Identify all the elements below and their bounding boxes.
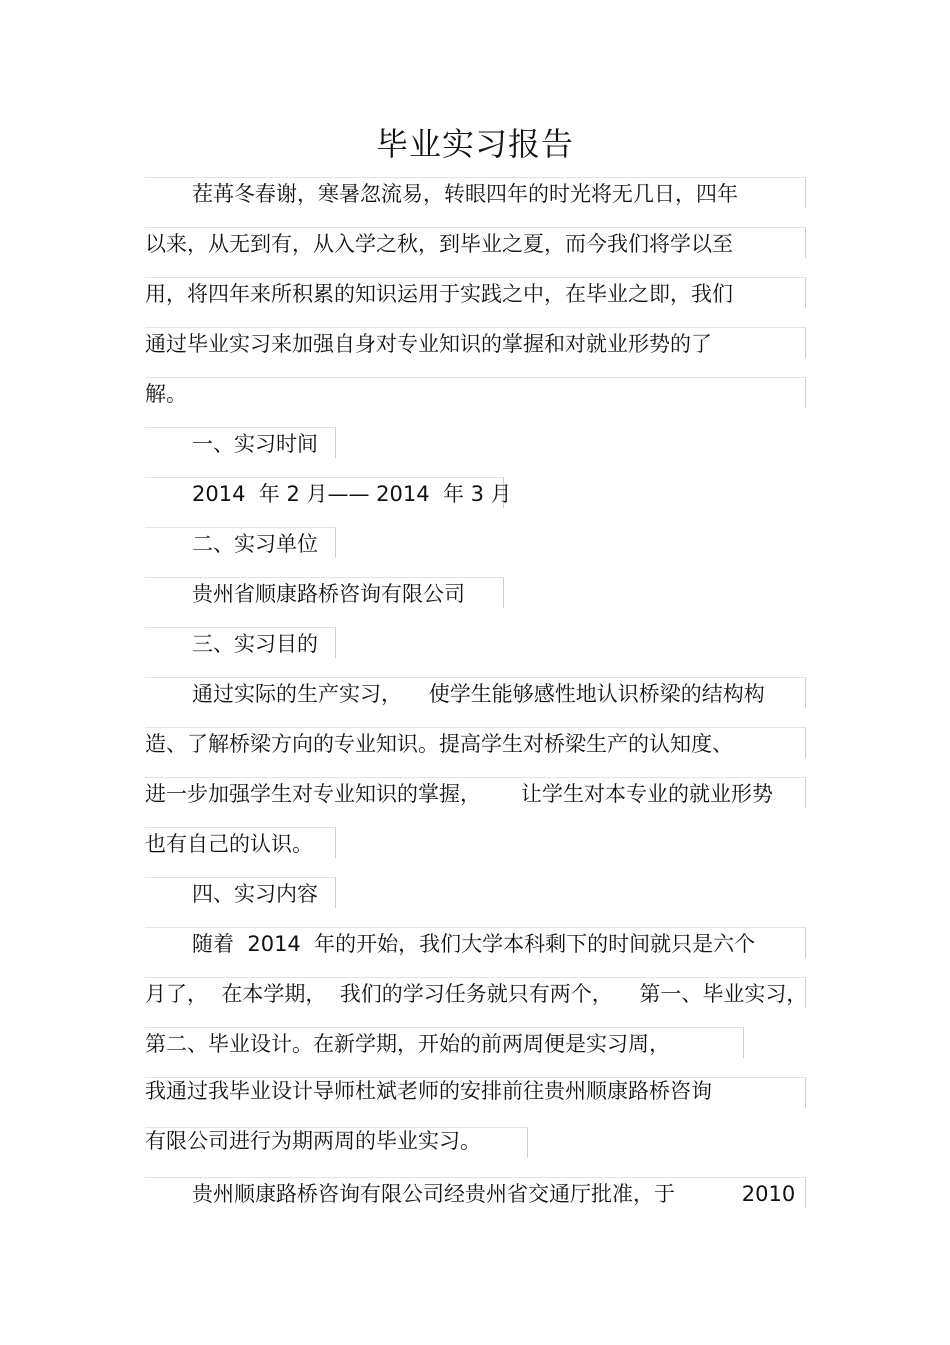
paragraph-line: 月了， 在本学期， 我们的学习任务就只有两个， 第一、毕业实习， — [145, 982, 808, 1006]
paragraph-line: 有限公司进行为期两周的毕业实习。 — [145, 1129, 481, 1153]
paragraph-line: 造、了解桥梁方向的专业知识。提高学生对桥梁生产的认知度、 — [145, 732, 733, 756]
paragraph-line: 用，将四年来所积累的知识运用于实践之中，在毕业之即，我们 — [145, 282, 733, 306]
paragraph-line: 随着 2014 年的开始，我们大学本科剩下的时间就只是六个 — [192, 932, 756, 956]
paragraph-line: 第二、毕业设计。在新学期，开始的前两周便是实习周， — [145, 1032, 670, 1056]
paragraph-line: 贵州顺康路桥咨询有限公司经贵州省交通厅批准，于 2010 — [192, 1182, 796, 1206]
section-heading: 三、实习目的 — [192, 632, 318, 656]
paragraph-line: 通过实际的生产实习， 使学生能够感性地认识桥梁的结构构 — [192, 682, 765, 706]
paragraph-line: 我通过我毕业设计导师杜斌老师的安排前往贵州顺康路桥咨询 — [145, 1079, 712, 1103]
paragraph-line: 2014 年 2 月—— 2014 年 3 月 — [192, 482, 512, 506]
paragraph-line: 通过毕业实习来加强自身对专业知识的掌握和对就业形势的了 — [145, 332, 712, 356]
guide-line — [145, 377, 806, 408]
paragraph-line: 贵州省顺康路桥咨询有限公司 — [192, 582, 465, 606]
paragraph-line: 以来，从无到有，从入学之秋，到毕业之夏，而今我们将学以至 — [145, 232, 733, 256]
paragraph-line: 解。 — [145, 382, 187, 406]
paragraph-line: 也有自己的认识。 — [145, 832, 313, 856]
section-heading: 二、实习单位 — [192, 532, 318, 556]
section-heading: 一、实习时间 — [192, 432, 318, 456]
paragraph-line: 进一步加强学生对专业知识的掌握， 让学生对本专业的就业形势 — [145, 782, 774, 806]
paragraph-line: 茬苒冬春谢，寒暑忽流易，转眼四年的时光将无几日，四年 — [192, 182, 738, 206]
document-title: 毕业实习报告 — [375, 125, 574, 163]
section-heading: 四、实习内容 — [192, 882, 318, 906]
